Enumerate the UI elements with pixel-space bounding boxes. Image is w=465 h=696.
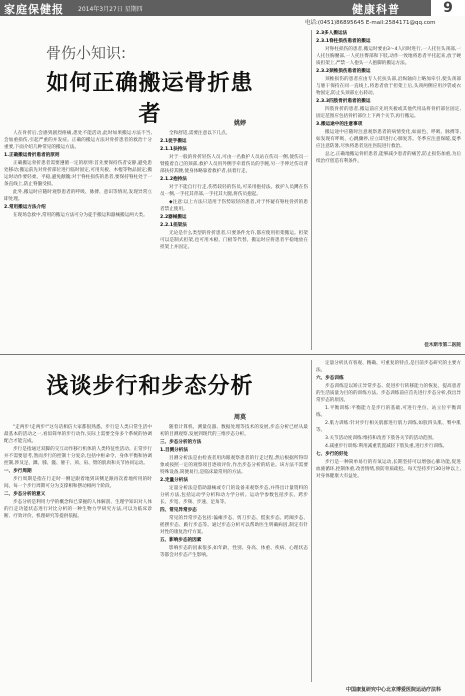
paragraph: 对脊柱损伤的患者,搬运时要由3～4人同时进行,一人托住头颈部,一人托住胸腰部,一人托住臀部和下肢,动作一致地将患者平托起来,放于硬质担架上,严禁一人抱头一人抱脚的搬运方法。 — [316, 47, 461, 66]
paragraph: 1.平衡训练:平衡能力是步行的基础,可进行坐位、站立位平衡训练。 — [316, 406, 461, 418]
section-heading: 1.目测分析法 — [160, 448, 188, 453]
paragraph: 步行是一种简单易行的有氧运动,长期坚持可以增强心肺功能,促进血液循环,控制体重,改善情绪,预防骨质疏松。每天坚持步行30分钟以上,对身体健康大有益处。 — [316, 460, 461, 479]
paragraph: 3.关节活动度训练:维持和改善下肢各关节的活动范围。 — [325, 436, 437, 441]
paragraph: 常见的异常步态包括:偏瘫步态、剪刀步态、慌张步态、跨阈步态、摇摆步态、跛行步态等。通过步态分析可以帮助医生明确病因,制定有针对性的康复治疗方案。 — [160, 516, 308, 535]
section-heading: 一、步行周期 — [4, 469, 32, 474]
section-heading: 2.1徒手搬运 — [160, 139, 187, 144]
paragraph: 正确搬运骨折患者需要遵循一定的原则:首先要保持伤者安静,避免患处移动;搬运前先对骨折部位进行临时固定,可用夹板、木棍等物品固定;搬运时动作要轻柔、平稳,避免颠簸;对于脊柱损伤的患者,要保持脊柱处于一条直线上,防止脊髓受损。 — [4, 161, 152, 187]
paragraph: 无论是什么类型的骨折患者,只要条件允许,都应使用担架搬运。担架可以是制式担架,也可用木板、门板等代替。搬运时应将患者平稳地放在担架上并固定。 — [160, 231, 308, 250]
paragraph: 对于一般的骨折轻伤人员,可由一名救护人员站在伤员一侧,使伤员一臂揽着自己的颈部,救护人员用外侧手牵着伤员的手腕,另一手伸过伤员背部扶持其腰,使身体略靠着救护者,扶着行走。 — [160, 155, 308, 174]
section-heading: 五、影响步态的因素 — [160, 538, 202, 543]
section-heading: 2.2.1担架法 — [160, 223, 187, 228]
article-separator — [0, 354, 465, 355]
article1-column-1 — [4, 130, 152, 340]
article1-author: 姚婷 — [234, 120, 247, 127]
article2-headline: 浅谈步行和步态分析 — [46, 373, 254, 399]
article1-headline: 如何正确搬运骨折患者 — [46, 70, 254, 127]
paragraph: 2.肌力训练:针对步行相关肌群进行肌力训练,如股四头肌、臀中肌等。 — [316, 421, 461, 433]
article1-kicker: 骨伤小知识: — [46, 44, 127, 62]
page-header — [0, 0, 465, 16]
article1-affiliation: 佳木斯市第二医院 — [424, 343, 461, 348]
paragraph: 步行是指通过双脚的交互动作移行机体的人类特征性活动。正常步行并不需要思考,然而步行的控制十分复杂,包括中枢命令、身体平衡和协调控制,涉及足、踝、膝、髋、躯干、颈、肩、臂的肌肉和关节协同运动。 — [4, 447, 152, 466]
paragraph: 此外,搬运时应随时观察患者的呼吸、脉搏、意识等情况,发现异常立即处理。 — [4, 190, 152, 202]
section-heading: 2.1.2抱持法 — [160, 177, 187, 182]
section-heading: 二、步态分析的意义 — [4, 492, 46, 497]
paragraph: 人在骨折后,会感到剧烈疼痛,患处不能活动,此时如果搬运方法不当,会加重损伤,引起严重的并发症。正确的搬运方法对骨折患者的救治十分重要,下面介绍几种常见的搬运方法。 — [4, 131, 152, 150]
section-heading: 2.3.2颈椎损伤患者的搬运 — [316, 69, 371, 74]
section-heading: 2.2器械搬运 — [160, 215, 187, 220]
article1-column-2 — [160, 130, 308, 340]
column-divider — [311, 30, 312, 350]
paragraph: "走两步!走两步!"这句话相信大家都很熟悉。步行是人类日常生活中最基本的活动之一,看似简单的步行动作,实际上需要全身多个系统的协调配合才能完成。 — [4, 425, 152, 444]
section-heading: 2.3.1脊柱损伤患者的搬运 — [316, 39, 371, 44]
paragraph: 影响步态的因素很多,如年龄、性别、身高、体重、疾病、心理状态等都会对步态产生影响。 — [160, 546, 308, 558]
section-heading: 四、常见异常步态 — [160, 508, 197, 513]
paragraph: ◆注意:以上方法只适用于伤势较轻的患者,对于怀疑有脊柱骨折的患者禁止使用。 — [160, 200, 308, 212]
paragraph: 定量分析具有客观、精确、可重复的特点,是目前步态研究的主要方法。 — [316, 361, 461, 373]
paragraph: 总之,正确地搬运骨折患者,能够减少患者的痛苦,防止损伤加重,为后续治疗创造有利条件。 — [316, 152, 461, 164]
section-heading: 七、步行的好处 — [316, 452, 349, 457]
section-heading: 2.定量分析法 — [160, 478, 188, 483]
paragraph: 对于不能自行行走,伤势较轻的伤员,可采用抱持法。救护人员蹲在伤员一侧,一手托其背部,一手托其大腿,将伤员抱起。 — [160, 185, 308, 197]
issue-date: 2014年3月27日 星期四 — [78, 6, 143, 13]
column-divider-2 — [311, 360, 312, 682]
paragraph: 定量分析法是借助器械或专门的设备来观察步态,并得出计量资料的分析方法,包括运动学分析和动力学分析。运动学参数包括步长、跨步长、步宽、步频、步速、足角等。 — [160, 486, 308, 505]
paragraph: 搬运途中应随时注意观察患者的病情变化,如面色、呼吸、脉搏等,如发现有呼吸、心跳骤停,应立即进行心肺复苏。冬季应注意保暖,夏季应注意防暑,尽快将患者送往医院进行救治。 — [316, 130, 461, 149]
paragraph: 在现场急救中,常用的搬运方法可分为徒手搬运和器械搬运两大类。 — [13, 213, 148, 218]
page-number: 9 — [431, 0, 465, 16]
article2-column-2 — [160, 424, 308, 682]
paragraph: 颈椎损伤的患者应由专人托扶头部,沿纵轴向上略加牵引,使头颈部与躯干保持在同一直线上,将患者放于担架上后,头颈两侧应用沙袋或衣物固定,防止头颈部左右转动。 — [316, 77, 461, 96]
section-heading: 六、步态训练 — [316, 376, 344, 381]
article2-affiliation: 中国康复研究中心北京博爱医院运动疗法科 — [346, 687, 442, 693]
section-heading: 2.3.3四肢骨折患者的搬运 — [316, 99, 371, 104]
section-heading: 2.常用搬运方法介绍 — [4, 205, 46, 210]
paragraph: 4.减重步行训练:利用减重装置减轻下肢负重,进行步行训练。 — [325, 444, 448, 449]
paragraph: 目测分析法是由检查者用肉眼观察患者的行走过程,然后根据所得印象或按照一定的观察项目逐项评价,作出步态分析的结论。该方法不需要特殊设备,简便易行,是临床最常用的方法。 — [160, 456, 308, 475]
paragraph: 步行周期是指在行走时一侧足跟着地到该侧足跟再次着地所用的时间。每一个步行周期可分为支撑相和摆动相两个阶段。 — [4, 477, 152, 489]
section-title: 健康科普 — [352, 3, 400, 16]
article2-column-3 — [316, 360, 461, 682]
article2-column-1 — [4, 424, 152, 682]
paragraph: 步态训练是以矫正异常步态、促进步行转移能力的恢复、提高患者的生活质量为目的的训练方法。步态训练前应首先进行步态分析,找出异常步态的原因。 — [316, 384, 461, 403]
section-heading: 2.1.1扶持法 — [160, 147, 187, 152]
paragraph: 步态分析是利用力学的概念和已掌握的人体解剖、生理学知识对人体的行走功能状态进行对比分析的一种生物力学研究方法,可以为临床诊断、疗效评价、机理研究等提供依据。 — [4, 500, 152, 519]
newspaper-title: 家庭保健报 — [4, 3, 64, 16]
section-heading: 3.搬运途中的注意事项 — [316, 122, 363, 127]
paragraph: 四肢骨折的患者,搬运前应先用夹板或其他代用品将骨折部位固定,固定范围应包括骨折部位上下两个关节,再行搬运。 — [316, 107, 461, 119]
paragraph: 随着计算机、测量仪器、数据处理等技术的发展,步态分析已经从最初的目测观察,发展到现代的三维步态分析。 — [160, 425, 308, 437]
article1-column-3 — [316, 30, 461, 340]
contact-line: 电话:(0451)86895645 E-mail:2584171@qq.com — [305, 20, 436, 26]
section-heading: 2.3多人搬运法 — [316, 31, 348, 36]
section-heading: 三、步态分析的方法 — [160, 440, 202, 445]
section-heading: 1.正确搬运骨折患者的原则 — [4, 153, 60, 158]
article2-author: 周莫 — [234, 414, 247, 421]
paragraph: 全和舒适,需要注意以下几点。 — [169, 131, 231, 136]
